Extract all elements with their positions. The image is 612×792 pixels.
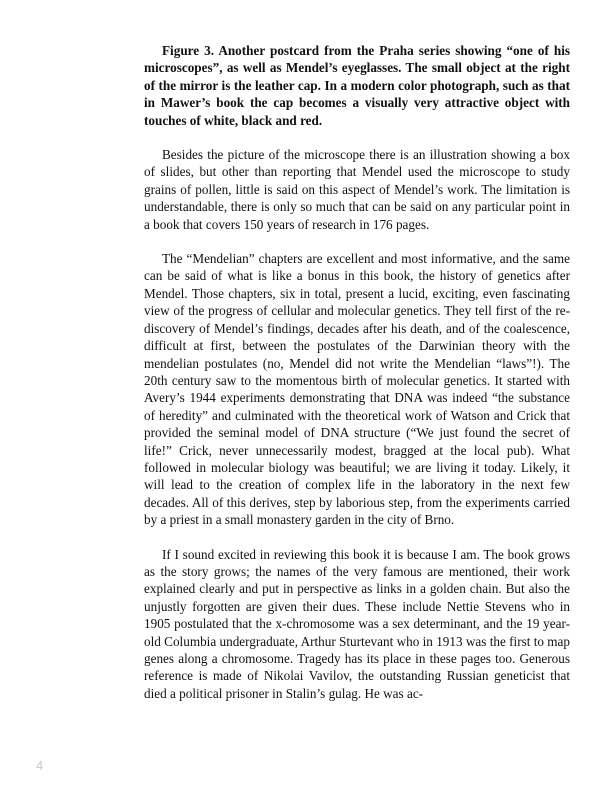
- paragraph-microscope: Besides the picture of the microscope there is an illustration showing a box of slides, but other than reporting that Mendel used the microscope to study grains of pollen, little is said on this aspect of Mendel’s work. The limitation is understandable, there is only so much that can be said on any particular point in a book that covers 150 years of research in 176 pages.: [144, 147, 570, 232]
- article-body: [144, 42, 570, 702]
- figure-caption: Figure 3. Another postcard from the Praha series showing “one of his microscopes”, as well as Mendel’s eyeglasses. The small object at the right of the mirror is the leather cap. In a modern color photograph, such as that in Mawer’s book the cap becomes a visually very attractive object with touches of white, black and red.: [144, 43, 570, 128]
- paragraph-review-excitement: If I sound excited in reviewing this book it is because I am. The book grows as the story grows; the names of the very famous are mentioned, their work explained clearly and put in perspective as links in a golden chain. But also the unjustly forgotten are given their dues. These include Nettie Stevens who in 1905 postulated that the x-chromosome was a sex determinant, and the 19 year-old Columbia undergraduate, Arthur Sturtevant who in 1913 was the first to map genes along a chromosome. Tragedy has its place in these pages too. Generous reference is made of Nikolai Vavilov, the outstanding Russian geneticist that died a political prisoner in Stalin’s gulag. He was ac-: [144, 546, 570, 701]
- paragraph-mendelian-chapters: The “Mendelian” chapters are excellent and most informative, and the same can be said of what is like a bonus in this book, the history of genetics after Mendel. Those chapters, six in total, present a lucid, exciting, even fascinating view of the progress of cellular and molecular genetics. They tell first of the re-discovery of Mendel’s findings, decades after his death, and of the coalescence, difficult at first, between the postulates of the Darwinian theory with the mendelian postulates (no, Mendel did not write the Mendelian “laws”!). The 20th century saw to the momentous birth of molecular genetics. It started with Avery’s 1944 experiments demonstrating that DNA was indeed “the substance of heredity” and culminated with the theoretical work of Watson and Crick that provided the seminal model of DNA structure (“We just found the secret of life!” Crick, never unnecessarily modest, bragged at the local pub). What followed in molecular biology was beautiful; we are living it today. Likely, it will lead to the creation of complex life in the laboratory in the next few decades. All of this derives, step by laborious step, from the experiments carried by a priest in a small monastery garden in the city of Brno.: [144, 251, 570, 528]
- page-number: 4: [36, 758, 44, 773]
